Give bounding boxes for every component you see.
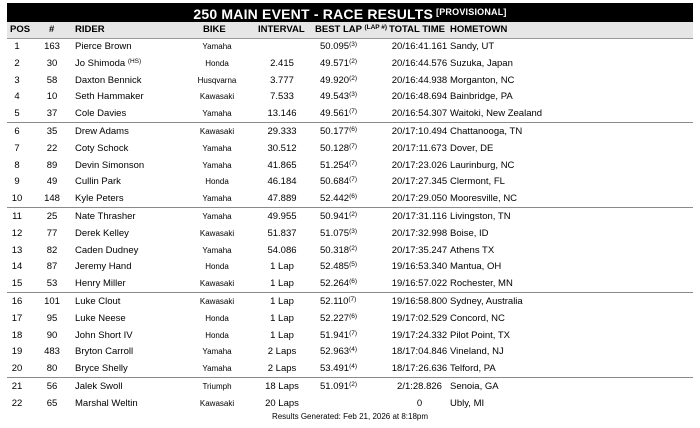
row-best-lap [320, 363, 357, 374]
row-total-time: 20/16:44.576 [391, 57, 448, 69]
row-rider-name: Luke Neese [75, 312, 126, 324]
row-rider-name: Marshal Weltin [75, 397, 138, 409]
row-best-lap [320, 176, 357, 187]
table-row [7, 122, 693, 140]
row-interval: 1 Lap [270, 329, 294, 341]
row-number: 90 [46, 329, 58, 341]
table-row [7, 310, 693, 327]
row-pos: 2 [14, 57, 20, 69]
row-pos: 16 [11, 295, 23, 307]
row-best-lap-time: 49.571 [320, 57, 350, 69]
row-rider-name: Bryton Carroll [75, 346, 134, 358]
row-best-lap-number: (5) [349, 261, 358, 269]
row-bike: Yamaha [202, 143, 232, 153]
row-hometown: Mantua, OH [450, 261, 502, 273]
row-pos: 5 [14, 108, 20, 120]
row-total-time: 20/17:32.998 [391, 227, 448, 239]
row-rider [75, 261, 132, 272]
row-best-lap [320, 126, 357, 137]
row-pos: 9 [14, 176, 20, 188]
row-hometown: Sandy, UT [450, 41, 495, 52]
row-pos: 11 [12, 210, 22, 222]
row-best-lap [320, 58, 357, 69]
row-interval: 20 Laps [265, 397, 299, 409]
row-bike: Kawasaki [199, 228, 235, 238]
row-rider-name: Drew Adams [75, 125, 129, 137]
row-rider-name: Bryce Shelly [75, 363, 128, 375]
row-rider [75, 398, 138, 409]
row-pos: 4 [14, 91, 20, 103]
table-row [7, 72, 693, 89]
row-rider-name: Kyle Peters [75, 193, 124, 205]
row-bike: Kawasaki [199, 92, 235, 102]
row-best-lap [320, 346, 357, 357]
row-interval: 51.837 [267, 227, 297, 239]
row-bike: Honda [205, 262, 229, 272]
row-total-time: 20/17:27.345 [391, 176, 448, 188]
table-row [7, 55, 693, 72]
row-hometown: Mooresville, NC [450, 193, 518, 205]
row-best-lap [320, 381, 357, 392]
row-bike: Yamaha [202, 364, 232, 374]
row-rider [75, 381, 123, 392]
row-hometown: Sydney, Australia [450, 295, 523, 307]
row-best-lap-time: 52.963 [320, 346, 350, 358]
row-bike: Kawasaki [199, 296, 235, 306]
row-best-lap-number: (3) [349, 41, 358, 48]
row-total-time: 19/16:58.800 [391, 295, 448, 307]
table-row [7, 190, 693, 207]
results-table-body [7, 38, 693, 412]
row-rider [75, 346, 133, 357]
row-best-lap [320, 143, 357, 154]
provisional-tag: [PROVISIONAL] [436, 7, 507, 17]
row-best-lap-time: 52.442 [320, 193, 350, 205]
row-hometown: Dover, DE [450, 142, 494, 154]
table-row [7, 38, 693, 55]
row-hometown: Morganton, NC [450, 74, 515, 86]
row-hometown: Concord, NC [450, 312, 505, 324]
table-row [7, 105, 693, 122]
row-rider [75, 296, 120, 307]
row-number: 87 [46, 261, 58, 273]
row-pos: 17 [11, 312, 23, 324]
row-total-time: 19/17:02.529 [391, 312, 448, 324]
header-bike: BIKE [203, 24, 226, 35]
row-number: 77 [46, 227, 58, 239]
row-best-lap-number: (7) [349, 108, 358, 116]
table-row [7, 258, 693, 275]
row-best-lap-time: 53.491 [320, 363, 350, 375]
row-rider [75, 313, 126, 324]
row-bike: Yamaha [202, 160, 232, 170]
row-hometown: Pilot Point, TX [450, 329, 511, 341]
row-hometown: Chattanooga, TN [450, 125, 523, 137]
row-bike: Yamaha [202, 245, 232, 255]
row-number: 89 [46, 159, 58, 171]
row-best-lap-time: 49.561 [320, 108, 350, 120]
row-total-time: 19/17:24.332 [391, 329, 448, 341]
row-hometown: Ubly, MI [450, 397, 485, 409]
row-total-time: 20/16:44.938 [391, 74, 448, 86]
row-best-lap [320, 313, 357, 324]
row-best-lap-number: (3) [349, 227, 358, 235]
row-bike: Honda [205, 58, 229, 68]
row-pos: 1 [14, 41, 20, 52]
row-rider [75, 91, 144, 102]
row-best-lap-time: 49.543 [320, 91, 350, 103]
table-row [7, 360, 693, 377]
row-rider [75, 245, 138, 256]
row-pos: 19 [11, 346, 23, 358]
row-total-time: 19/16:57.022 [391, 278, 448, 290]
header-total-time: TOTAL TIME [389, 24, 445, 35]
row-best-lap [320, 228, 357, 239]
row-best-lap-time: 52.264 [320, 278, 350, 290]
row-rider-name: Daxton Bennick [75, 74, 142, 86]
row-bike: Yamaha [202, 42, 232, 51]
row-rider [75, 193, 124, 204]
row-total-time: 20/17:10.494 [391, 125, 448, 137]
row-interval: 30.512 [267, 142, 297, 154]
row-total-time: 20/16:41.161 [391, 41, 448, 52]
row-bike: Triumph [202, 381, 232, 391]
row-best-lap-time: 51.941 [320, 329, 350, 341]
row-interval: 2.415 [270, 57, 294, 69]
row-rider-name: Jalek Swoll [75, 380, 123, 392]
row-rider [75, 278, 126, 289]
row-number: 10 [46, 91, 58, 103]
row-best-lap [320, 160, 357, 171]
row-interval: 54.086 [267, 244, 297, 256]
row-rider [75, 160, 144, 171]
row-hometown: Vineland, NJ [450, 346, 504, 358]
row-rider-name: Pierce Brown [75, 41, 132, 52]
row-bike: Kawasaki [199, 126, 235, 136]
row-interval: 1 Lap [270, 312, 294, 324]
table-header [7, 22, 693, 39]
row-rider-name: John Short IV [75, 329, 133, 341]
row-interval: 47.889 [267, 193, 297, 205]
row-pos: 15 [11, 278, 23, 290]
row-hometown: Clermont, FL [450, 176, 505, 188]
row-hometown: Suzuka, Japan [450, 57, 513, 69]
row-best-lap-number: (6) [349, 312, 358, 320]
header-best-lap-sup: (LAP #) [364, 24, 388, 31]
row-bike: Husqvarna [197, 75, 237, 85]
row-number: 22 [46, 142, 58, 154]
table-row [7, 377, 693, 395]
row-number: 58 [46, 74, 58, 86]
row-best-lap-time: 50.095 [320, 41, 350, 52]
row-hometown: Telford, PA [450, 363, 496, 375]
row-rider [75, 126, 129, 137]
header-best-lap [315, 24, 387, 35]
row-rider-name: Seth Hammaker [75, 91, 144, 103]
row-best-lap-number: (6) [349, 193, 358, 201]
row-total-time: 20/16:48.694 [391, 91, 448, 103]
row-interval: 41.865 [267, 159, 297, 171]
results-title [7, 3, 693, 22]
row-bike: Yamaha [202, 109, 232, 119]
table-row [7, 157, 693, 174]
row-number: 56 [46, 380, 58, 392]
row-interval: 1 Lap [270, 278, 294, 290]
row-rider-name: Cole Davies [75, 108, 127, 120]
row-best-lap [320, 296, 356, 307]
table-row [7, 225, 693, 242]
row-rider [75, 75, 142, 86]
row-best-lap-number: (2) [349, 57, 358, 65]
row-pos: 20 [11, 363, 23, 375]
row-number: 483 [44, 346, 60, 358]
row-pos: 3 [14, 74, 20, 86]
row-total-time: 19/16:53.340 [391, 261, 448, 273]
row-bike: Yamaha [202, 211, 232, 221]
row-number: 65 [46, 397, 58, 409]
row-total-time: 20/17:35.247 [391, 244, 448, 256]
row-rider-name: Coty Schock [75, 142, 129, 154]
row-best-lap-time: 52.110 [320, 295, 349, 307]
header-pos: POS [10, 24, 31, 35]
row-best-lap-time: 52.485 [320, 261, 350, 273]
row-best-lap-number: (2) [349, 244, 358, 252]
row-rider [75, 330, 133, 341]
row-rider-name: Luke Clout [75, 295, 121, 307]
row-best-lap-number: (7) [349, 329, 358, 337]
row-rider-name: Devin Simonson [75, 159, 145, 171]
row-hometown: Rochester, MN [450, 278, 513, 290]
row-best-lap-number: (4) [349, 346, 358, 354]
row-rider-name: Derek Kelley [75, 227, 129, 239]
row-rider-name: Caden Dudney [75, 244, 139, 256]
row-total-time: 20/17:23.026 [391, 159, 448, 171]
row-number: 80 [46, 363, 58, 375]
row-best-lap-time: 51.075 [320, 227, 350, 239]
row-rider [75, 176, 121, 187]
row-bike: Kawasaki [199, 398, 235, 408]
row-pos: 8 [14, 159, 20, 171]
row-rider [75, 143, 128, 154]
row-total-time: 18/17:04.846 [391, 346, 448, 358]
row-best-lap [320, 330, 357, 341]
row-best-lap-number: (6) [349, 125, 358, 133]
row-best-lap-time: 50.128 [320, 142, 350, 154]
row-best-lap-number: (7) [349, 176, 358, 184]
row-pos: 18 [11, 329, 23, 341]
row-best-lap-number: (7) [348, 295, 357, 303]
row-best-lap-time: 52.227 [320, 312, 350, 324]
row-number: 25 [46, 210, 58, 222]
row-interval: 18 Laps [265, 380, 299, 392]
row-bike: Honda [205, 330, 229, 340]
row-best-lap [320, 91, 357, 102]
row-best-lap-time: 50.941 [320, 210, 350, 222]
table-row [7, 207, 693, 225]
table-row [7, 140, 693, 157]
table-row [7, 242, 693, 259]
row-pos: 21 [11, 380, 23, 392]
row-interval: 2 Laps [267, 363, 297, 375]
row-best-lap-number: (7) [349, 159, 358, 167]
row-number: 82 [46, 244, 58, 256]
row-best-lap-time: 50.318 [320, 244, 350, 256]
row-best-lap-time: 50.684 [320, 176, 350, 188]
table-row [7, 395, 693, 412]
row-best-lap-time: 50.177 [320, 125, 350, 137]
row-rider-name: Cullin Park [75, 176, 121, 188]
row-number: 30 [46, 57, 58, 69]
row-total-time: 20/17:11.673 [392, 142, 447, 154]
row-interval: 13.146 [267, 108, 297, 120]
results-title-text: 250 MAIN EVENT - RACE RESULTS [193, 6, 434, 22]
row-best-lap [320, 75, 357, 86]
row-rider [75, 58, 141, 69]
row-interval: 49.955 [267, 210, 297, 222]
row-bike: Yamaha [202, 347, 232, 357]
row-interval: 46.184 [267, 176, 297, 188]
row-interval: 29.333 [267, 125, 297, 137]
table-row [7, 88, 693, 105]
table-row [7, 275, 693, 292]
row-best-lap [320, 261, 357, 272]
table-row [7, 327, 693, 344]
row-rider [75, 211, 136, 222]
row-best-lap-number: (3) [349, 91, 358, 99]
row-pos: 22 [11, 397, 23, 409]
row-total-time: 0 [416, 397, 423, 409]
row-pos: 10 [11, 193, 23, 205]
row-hometown: Senoia, GA [450, 380, 499, 392]
row-interval: 3.777 [270, 74, 294, 86]
row-total-time: 20/17:29.050 [391, 193, 448, 205]
row-total-time: 20/16:54.307 [391, 108, 448, 120]
row-bike: Honda [205, 313, 229, 323]
row-number: 101 [44, 295, 60, 307]
row-best-lap [320, 108, 357, 119]
row-rider [75, 363, 128, 374]
header-interval: INTERVAL [258, 24, 305, 35]
row-bike: Kawasaki [199, 279, 235, 289]
row-best-lap [320, 211, 357, 222]
row-total-time: 20/17:31.116 [392, 210, 447, 222]
row-interval: 2 Laps [267, 346, 297, 358]
row-pos: 6 [14, 125, 20, 137]
row-best-lap-number: (2) [349, 380, 358, 388]
row-rider-name: Henry Miller [75, 278, 126, 290]
header-rider: RIDER [75, 24, 105, 35]
row-total-time: 2/1:28.826 [397, 380, 442, 392]
table-row [7, 292, 693, 310]
row-best-lap [320, 41, 357, 52]
row-rider-name: Jeremy Hand [75, 261, 132, 273]
row-best-lap-time: 51.254 [320, 159, 350, 171]
row-interval: 1 Lap [270, 261, 294, 273]
row-interval: 1 Lap [270, 295, 294, 307]
row-bike: Yamaha [202, 194, 232, 204]
row-rider-name: Jo Shimoda [75, 57, 126, 69]
row-hometown: Laurinburg, NC [450, 159, 515, 171]
row-hometown: Athens TX [450, 244, 495, 256]
row-pos: 12 [11, 227, 23, 239]
row-hometown: Bainbridge, PA [450, 91, 513, 103]
row-number: 53 [46, 278, 58, 290]
row-hometown: Livingston, TN [450, 210, 511, 222]
row-best-lap-time: 51.091 [320, 380, 350, 392]
table-row [7, 173, 693, 190]
row-rider-tag: (HS) [127, 57, 142, 65]
row-rider [75, 41, 132, 52]
row-best-lap [320, 278, 357, 289]
row-number: 163 [44, 41, 60, 52]
row-best-lap [320, 245, 357, 256]
row-pos: 14 [11, 261, 23, 273]
row-number: 95 [46, 312, 58, 324]
row-interval: 7.533 [270, 91, 294, 103]
row-best-lap-number: (2) [349, 74, 358, 82]
row-rider [75, 108, 126, 119]
row-hometown: Boise, ID [450, 227, 489, 239]
header-num: # [49, 24, 55, 35]
row-rider [75, 228, 129, 239]
row-bike: Honda [205, 177, 229, 187]
row-number: 37 [46, 108, 58, 120]
results-generated-footer: Results Generated: Feb 21, 2026 at 8:18pm [271, 412, 429, 421]
header-hometown: HOMETOWN [450, 24, 508, 35]
row-best-lap-time: 49.920 [320, 74, 350, 86]
row-number: 148 [44, 193, 60, 205]
row-rider-name: Nate Thrasher [75, 210, 136, 222]
row-number: 49 [46, 176, 58, 188]
row-best-lap-number: (2) [349, 210, 358, 218]
row-pos: 13 [11, 244, 23, 256]
header-best-lap-label: BEST LAP [315, 24, 362, 35]
row-pos: 7 [14, 142, 20, 154]
row-hometown: Waitoki, New Zealand [450, 108, 543, 120]
row-number: 35 [46, 125, 58, 137]
row-best-lap-number: (4) [349, 363, 358, 371]
row-best-lap [320, 193, 357, 204]
table-row [7, 343, 693, 360]
row-best-lap-number: (7) [349, 142, 358, 150]
row-total-time: 18/17:26.636 [391, 363, 448, 375]
row-best-lap-number: (6) [349, 278, 358, 286]
